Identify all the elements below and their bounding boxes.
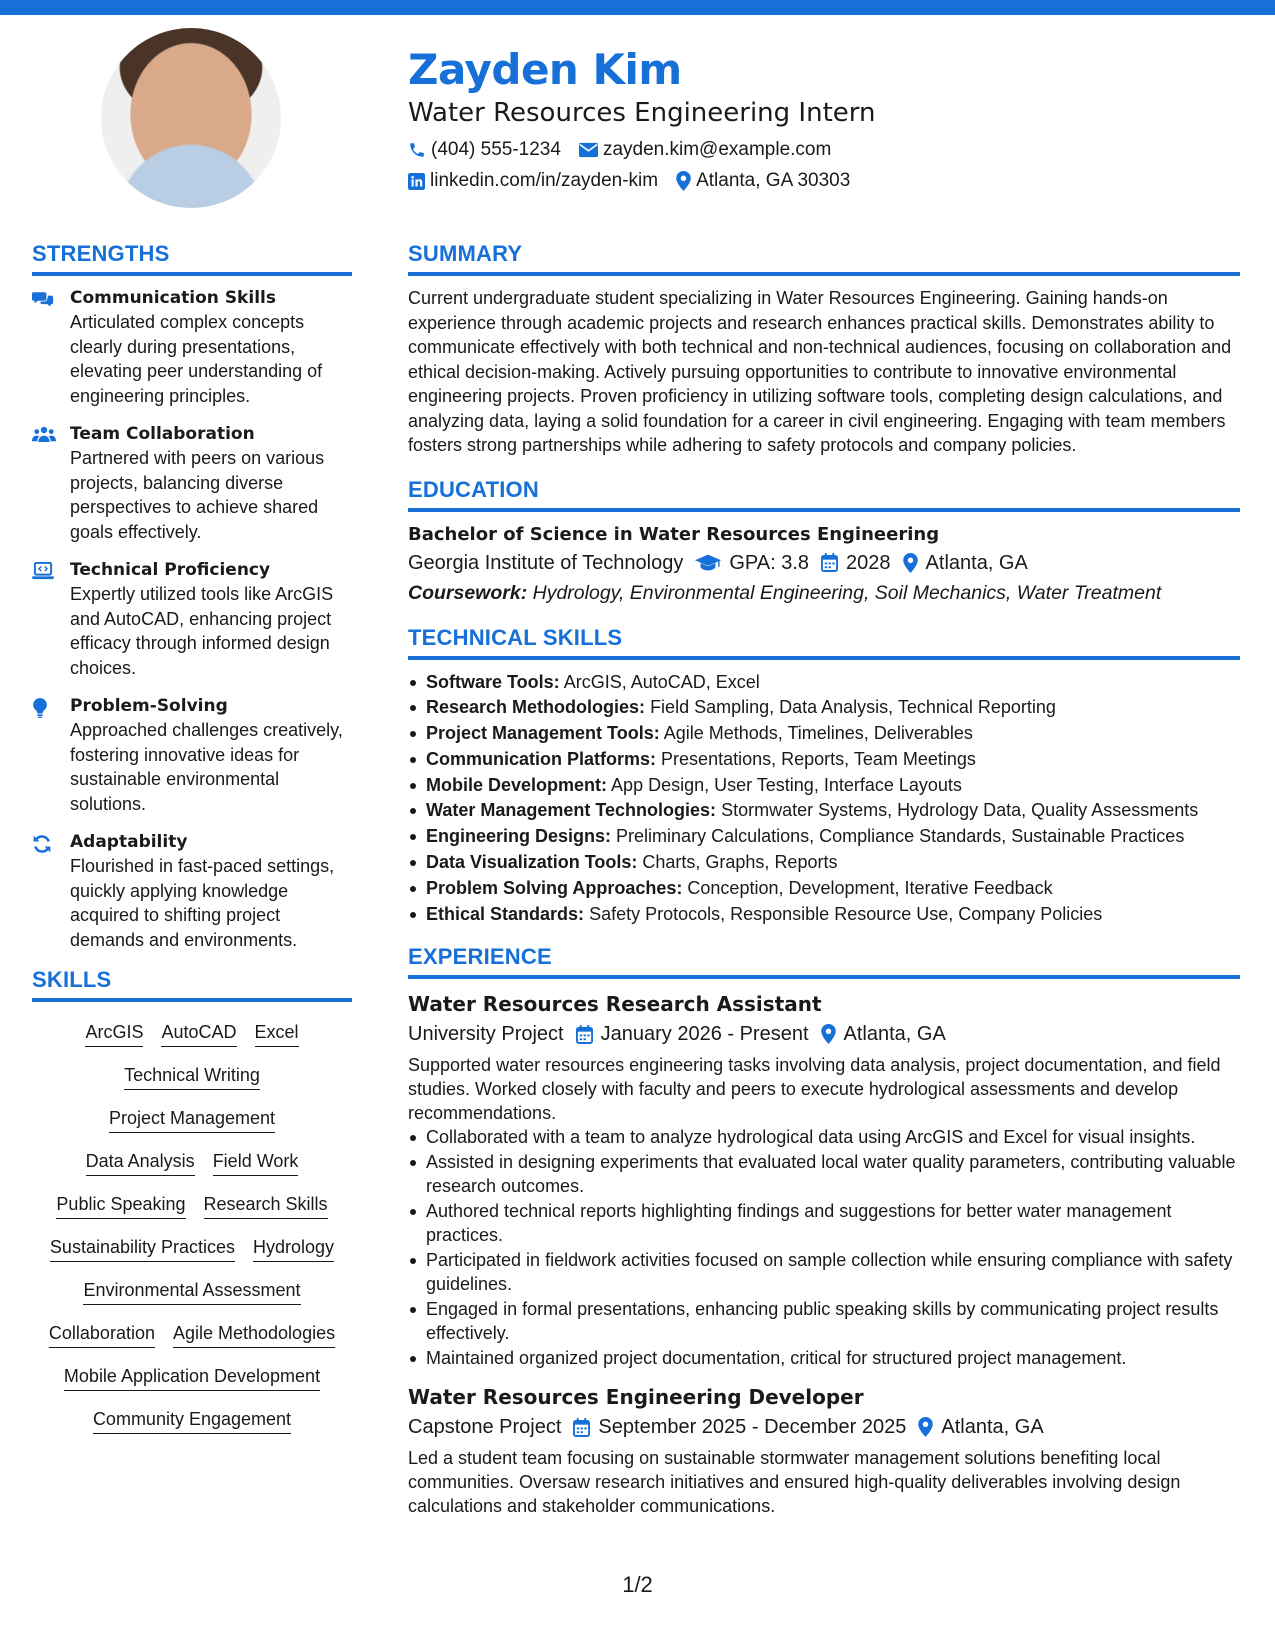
skill-tag: Environmental Assessment — [83, 1278, 300, 1305]
strength-desc: Articulated complex concepts clearly during presentations, elevating peer understanding of engineering principles. — [70, 312, 323, 406]
strength-desc: Expertly utilized tools like ArcGIS and AutoCAD, enhancing project efficacy through informed design choices. — [70, 584, 334, 678]
email-text: zayden.kim@example.com — [602, 139, 832, 160]
chat-icon — [32, 290, 54, 308]
experience-heading: EXPERIENCE — [408, 943, 1240, 979]
summary-text: Current undergraduate student specializing in Water Resources Engineering. Gaining hands-on experience through academic projects and research enhances practical skills. Demonstrates ability to communicate effectively with both technical and non-technical audiences, focusing on collaboration and ethical decision-making. Actively pursuing opportunities to contribute to innovative environmental engineering projects. Proven proficiency in utilizing software tools, completing design calculations, and analyzing data, laying a solid foundation for a career in civil engineering. Engaging with team members fosters strong partnerships while adhering to safety protocols and company policies. — [408, 288, 1232, 455]
strengths-heading: STRENGTHS — [32, 240, 352, 276]
resume-header — [408, 44, 1248, 193]
coursework: Coursework: Hydrology, Environmental Engineering, Soil Mechanics, Water Treatment — [408, 581, 1162, 604]
job-location: Atlanta, GA — [941, 1416, 1044, 1439]
skill-tag: Project Management — [109, 1106, 275, 1133]
job-meta — [408, 1019, 1240, 1049]
calendar-icon — [576, 1025, 593, 1044]
list-item: Software Tools: ArcGIS, AutoCAD, Excel — [408, 670, 1240, 696]
skill-tag: Field Work — [213, 1149, 299, 1176]
map-pin-icon — [903, 553, 918, 573]
technical-skills-heading: TECHNICAL SKILLS — [408, 624, 1240, 660]
linkedin-text: linkedin.com/in/zayden-kim — [430, 170, 659, 191]
strength-desc: Flourished in fast-paced settings, quickly applying knowledge acquired to shifting project demands and environments. — [70, 856, 335, 950]
refresh-icon — [32, 834, 52, 854]
strength-item — [32, 422, 352, 544]
phone-icon — [408, 141, 426, 159]
laptop-code-icon — [32, 562, 54, 580]
strength-name: Communication Skills — [70, 288, 276, 308]
list-item: Project Management Tools: Agile Methods, Timelines, Deliverables — [408, 721, 1240, 747]
linkedin-contact[interactable] — [408, 169, 658, 193]
list-item: Communication Platforms: Presentations, Reports, Team Meetings — [408, 747, 1240, 773]
list-item: Mobile Development: App Design, User Testing, Interface Layouts — [408, 773, 1240, 799]
list-item: Maintained organized project documentation, critical for structured project management. — [408, 1346, 1240, 1370]
skills-list — [32, 1012, 352, 1442]
job-org: Capstone Project — [408, 1416, 562, 1439]
skill-tag: Mobile Application Development — [64, 1364, 320, 1391]
strength-item — [32, 558, 352, 680]
list-item: Collaborated with a team to analyze hydrological data using ArcGIS and Excel for visual insights. — [408, 1125, 1240, 1149]
list-item: Participated in fieldwork activities focused on sample collection while ensuring compliance with safety guidelines. — [408, 1248, 1240, 1296]
location-text: Atlanta, GA 30303 — [696, 170, 851, 191]
job-org: University Project — [408, 1023, 564, 1046]
summary-heading: SUMMARY — [408, 240, 1240, 276]
graduation-cap-icon — [695, 554, 721, 572]
grad-year: 2028 — [846, 551, 891, 574]
contact-row-1 — [408, 138, 1248, 162]
job-description: Led a student team focusing on sustainable stormwater management solutions benefiting local communities. Oversaw research initiatives and ensured high-quality deliverables involving design calculations and stakeholder communications. — [408, 1448, 1181, 1517]
job-title: Water Resources Research Assistant — [408, 992, 822, 1017]
skill-tag: Hydrology — [253, 1235, 334, 1262]
skill-tag: Technical Writing — [124, 1063, 260, 1090]
phone-contact[interactable] — [408, 138, 561, 162]
email-contact[interactable] — [579, 138, 831, 162]
strength-item — [32, 286, 352, 408]
job-entry — [408, 1382, 1240, 1518]
job-title: Water Resources Engineering Developer — [408, 1385, 864, 1410]
skill-tag: Community Engagement — [93, 1407, 291, 1434]
contact-row-2 — [408, 169, 1248, 193]
skill-tag: Data Analysis — [86, 1149, 195, 1176]
right-column — [408, 240, 1240, 1530]
job-location: Atlanta, GA — [843, 1023, 946, 1046]
profile-photo — [101, 28, 281, 208]
skill-tag: Excel — [255, 1020, 299, 1047]
job-entry — [408, 989, 1240, 1370]
education-meta — [408, 548, 1240, 578]
job-meta — [408, 1412, 1240, 1442]
strength-item — [32, 830, 352, 952]
map-pin-icon — [676, 171, 691, 191]
envelope-icon — [579, 142, 598, 158]
skill-tag: ArcGIS — [85, 1020, 143, 1047]
page-number: 1/2 — [622, 1572, 653, 1597]
list-item: Data Visualization Tools: Charts, Graphs, Reports — [408, 850, 1240, 876]
lightbulb-icon — [32, 698, 48, 718]
calendar-icon — [573, 1418, 590, 1437]
list-item: Engaged in formal presentations, enhancing public speaking skills by communicating project results effectively. — [408, 1297, 1240, 1345]
users-icon — [32, 426, 56, 442]
phone-text: (404) 555-1234 — [431, 139, 561, 160]
strength-desc: Approached challenges creatively, fostering innovative ideas for sustainable environmental solutions. — [70, 720, 343, 814]
map-pin-icon — [821, 1024, 836, 1044]
candidate-role: Water Resources Engineering Intern — [408, 98, 876, 128]
list-item: Problem Solving Approaches: Conception, Development, Iterative Feedback — [408, 876, 1240, 902]
list-item: Ethical Standards: Safety Protocols, Responsible Resource Use, Company Policies — [408, 902, 1240, 928]
skill-tag: Agile Methodologies — [173, 1321, 335, 1348]
technical-skills-list — [408, 670, 1240, 928]
list-item: Research Methodologies: Field Sampling, Data Analysis, Technical Reporting — [408, 695, 1240, 721]
top-accent-bar — [0, 0, 1275, 15]
list-item: Authored technical reports highlighting findings and suggestions for better water management practices. — [408, 1199, 1240, 1247]
list-item: Assisted in designing experiments that evaluated local water quality parameters, contributing valuable research outcomes. — [408, 1150, 1240, 1198]
skill-tag: Research Skills — [204, 1192, 328, 1219]
strength-name: Problem-Solving — [70, 696, 228, 716]
job-dates: January 2026 - Present — [600, 1023, 809, 1046]
strength-name: Team Collaboration — [70, 424, 255, 444]
strength-name: Adaptability — [70, 832, 188, 852]
school-location: Atlanta, GA — [925, 551, 1028, 574]
map-pin-icon — [918, 1417, 933, 1437]
skill-tag: Sustainability Practices — [50, 1235, 235, 1262]
candidate-name: Zayden Kim — [408, 45, 682, 94]
linkedin-icon — [408, 173, 425, 190]
list-item: Engineering Designs: Preliminary Calculations, Compliance Standards, Sustainable Practices — [408, 824, 1240, 850]
skills-heading: SKILLS — [32, 966, 352, 1002]
strength-item — [32, 694, 352, 816]
job-description: Supported water resources engineering tasks involving data analysis, project documentation, and field studies. Worked closely with faculty and peers to execute hydrological assessments and develop recommendations. — [408, 1055, 1221, 1124]
degree-title: Bachelor of Science in Water Resources Engineering — [408, 523, 940, 545]
list-item: Water Management Technologies: Stormwater Systems, Hydrology Data, Quality Assessments — [408, 798, 1240, 824]
location-contact — [676, 169, 850, 193]
education-heading: EDUCATION — [408, 476, 1240, 512]
job-dates: September 2025 - December 2025 — [598, 1416, 907, 1439]
left-column — [32, 240, 352, 1442]
school-name: Georgia Institute of Technology — [408, 551, 684, 574]
strength-desc: Partnered with peers on various projects, balancing diverse perspectives to achieve shared goals effectively. — [70, 448, 325, 542]
strength-name: Technical Proficiency — [70, 560, 271, 580]
job-bullets — [408, 1125, 1240, 1370]
skill-tag: Collaboration — [49, 1321, 155, 1348]
skill-tag: AutoCAD — [161, 1020, 236, 1047]
gpa-text: GPA: 3.8 — [729, 551, 810, 574]
calendar-icon — [821, 553, 838, 572]
skill-tag: Public Speaking — [56, 1192, 185, 1219]
